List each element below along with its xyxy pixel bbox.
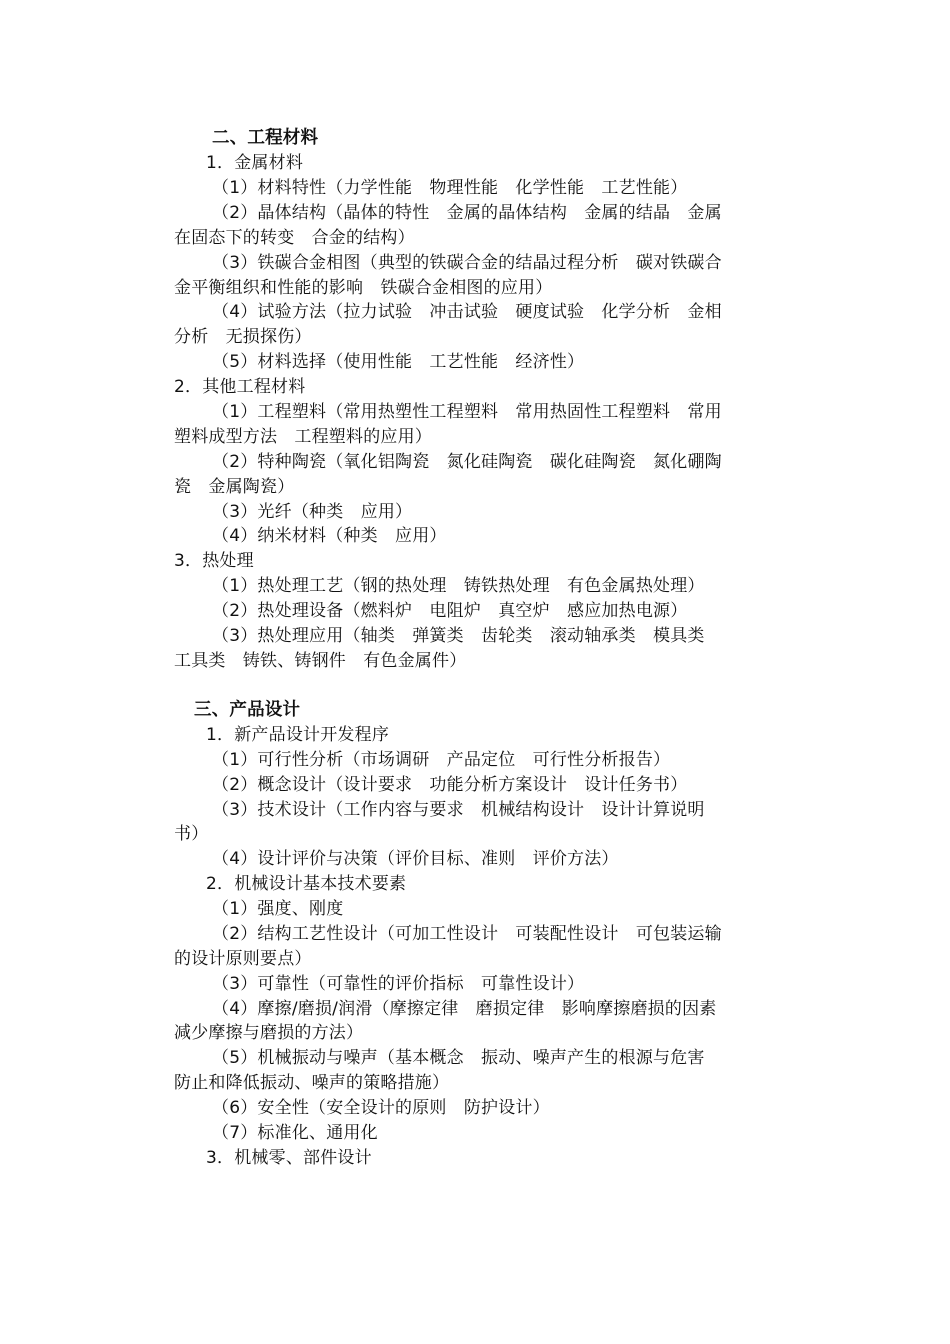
list-item: （1）可行性分析（市场调研 产品定位 可行性分析报告） (212, 750, 671, 770)
list-item-continuation: 金平衡组织和性能的影响 铁碳合金相图的应用） (174, 278, 553, 298)
list-item: （2）概念设计（设计要求 功能分析方案设计 设计任务书） (212, 775, 688, 795)
list-item-continuation: 书） (174, 824, 209, 844)
list-item: （1）材料特性（力学性能 物理性能 化学性能 工艺性能） (212, 178, 688, 198)
list-item-continuation: 瓷 金属陶瓷） (174, 477, 295, 497)
list-item: （4）纳米材料（种类 应用） (212, 526, 447, 546)
list-item: （1）强度、刚度 (212, 899, 344, 919)
list-item: （2）特种陶瓷（氧化铝陶瓷 氮化硅陶瓷 碳化硅陶瓷 氮化硼陶 (212, 452, 722, 472)
list-item: （2）热处理设备（燃料炉 电阻炉 真空炉 感应加热电源） (212, 601, 688, 621)
list-item: （5）机械振动与噪声（基本概念 振动、噪声产生的根源与危害 (212, 1048, 705, 1068)
list-item: （2）晶体结构（晶体的特性 金属的晶体结构 金属的结晶 金属 (212, 203, 722, 223)
list-item: （1）热处理工艺（钢的热处理 铸铁热处理 有色金属热处理） (212, 576, 705, 596)
section-heading: 三、产品设计 (194, 700, 301, 720)
list-item: （6）安全性（安全设计的原则 防护设计） (212, 1098, 550, 1118)
list-item-continuation: 的设计原则要点） (174, 949, 312, 969)
list-item: （3）技术设计（工作内容与要求 机械结构设计 设计计算说明 (212, 800, 705, 820)
subsection-title: 2．其他工程材料 (174, 377, 306, 397)
list-item-continuation: 工具类 铸铁、铸钢件 有色金属件） (174, 651, 467, 671)
list-item: （4）试验方法（拉力试验 冲击试验 硬度试验 化学分析 金相 (212, 302, 722, 322)
list-item: （5）材料选择（使用性能 工艺性能 经济性） (212, 352, 585, 372)
subsection-title: 3．机械零、部件设计 (206, 1148, 372, 1168)
list-item-continuation: 在固态下的转变 合金的结构） (174, 228, 415, 248)
subsection-title: 3．热处理 (174, 551, 254, 571)
list-item: （4）摩擦/磨损/润滑（摩擦定律 磨损定律 影响摩擦磨损的因素 (212, 999, 717, 1019)
list-item: （3）铁碳合金相图（典型的铁碳合金的结晶过程分析 碳对铁碳合 (212, 253, 722, 273)
list-item-continuation: 分析 无损探伤） (174, 327, 312, 347)
list-item-continuation: 防止和降低振动、噪声的策略措施） (174, 1073, 450, 1093)
subsection-title: 2．机械设计基本技术要素 (206, 874, 407, 894)
list-item: （1）工程塑料（常用热塑性工程塑料 常用热固性工程塑料 常用 (212, 402, 722, 422)
list-item: （4）设计评价与决策（评价目标、准则 评价方法） (212, 849, 619, 869)
list-item-continuation: 减少摩擦与磨损的方法） (174, 1023, 364, 1043)
subsection-title: 1．金属材料 (206, 153, 304, 173)
list-item: （3）光纤（种类 应用） (212, 502, 413, 522)
list-item-continuation: 塑料成型方法 工程塑料的应用） (174, 427, 432, 447)
list-item: （3）热处理应用（轴类 弹簧类 齿轮类 滚动轴承类 模具类 (212, 626, 705, 646)
list-item: （3）可靠性（可靠性的评价指标 可靠性设计） (212, 974, 585, 994)
section-heading: 二、工程材料 (212, 128, 319, 148)
list-item: （7）标准化、通用化 (212, 1123, 378, 1143)
subsection-title: 1．新产品设计开发程序 (206, 725, 390, 745)
list-item: （2）结构工艺性设计（可加工性设计 可装配性设计 可包装运输 (212, 924, 722, 944)
